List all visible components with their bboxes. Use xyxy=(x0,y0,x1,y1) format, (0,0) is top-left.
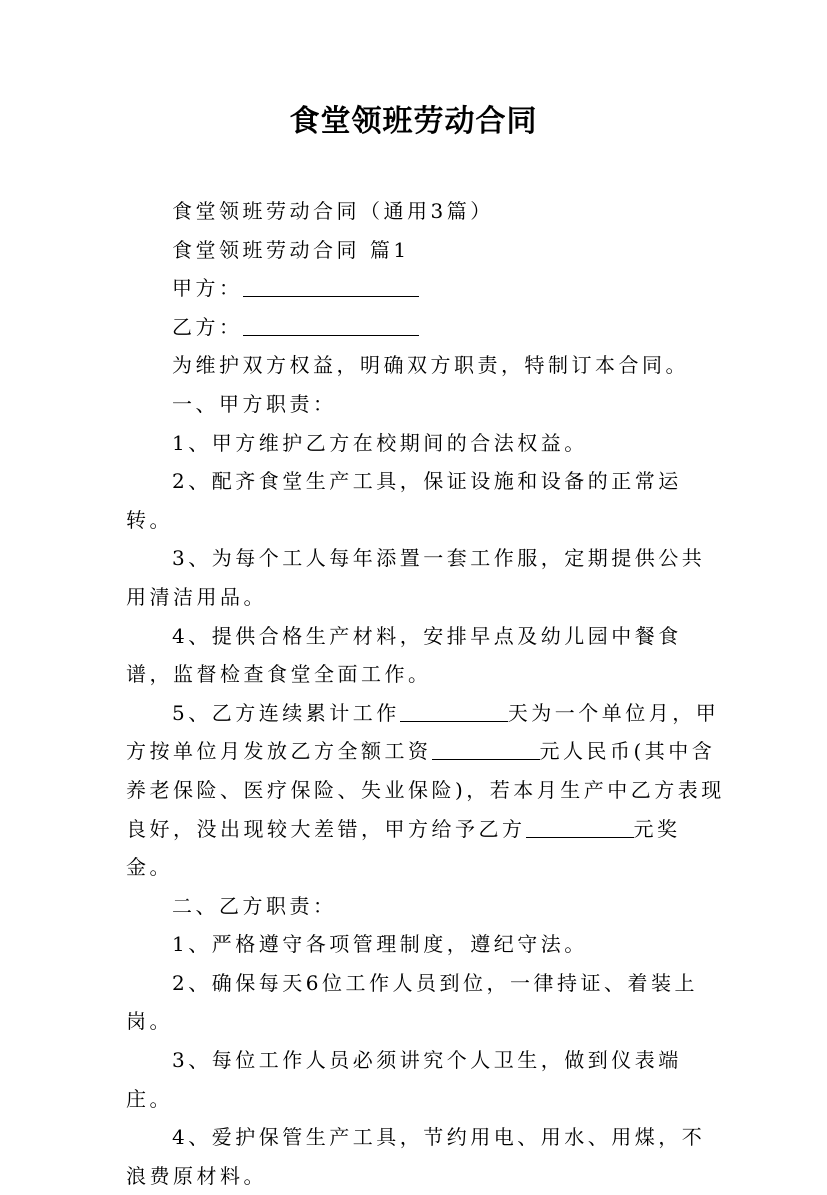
paragraph-a3: 3、为每个工人每年添置一套工作服，定期提供公共用清洁用品。 xyxy=(126,546,706,609)
party-b-line xyxy=(126,308,726,347)
party-a-label: 甲方： xyxy=(172,276,243,301)
salary-blank xyxy=(432,739,540,760)
clause5-part3: 元人民币(其中含养老保险、医疗保险、失业保险)，若本月生产中乙方表现良好，没出现较大差错，甲方给予乙方 xyxy=(126,739,725,841)
paragraph-b1: 1、严格遵守各项管理制度，遵纪守法。 xyxy=(172,932,588,957)
paragraph-section-b: 二、乙方职责： xyxy=(172,893,337,918)
document-body xyxy=(126,192,726,1195)
party-b-blank xyxy=(243,315,419,336)
bonus-blank xyxy=(526,817,634,838)
document-title: 食堂领班劳动合同 xyxy=(289,104,538,139)
paragraph-a4: 4、提供合格生产材料，安排早点及幼儿园中餐食谱，监督检查食堂全面工作。 xyxy=(126,623,682,687)
paragraph-a2: 2、配齐食堂生产工具，保证设施和设备的正常运转。 xyxy=(126,469,682,532)
clause5-part2: 天为一个单位月，甲方按单位月发放乙方全额工资 xyxy=(126,700,720,764)
paragraph-b4: 4、爱护保管生产工具，节约用电、用水、用煤，不浪费原材料。 xyxy=(126,1125,706,1188)
party-a-line xyxy=(126,269,726,308)
clause5-part1: 5、乙方连续累计工作 xyxy=(172,700,400,725)
paragraph-purpose: 为维护双方权益，明确双方职责，特制订本合同。 xyxy=(172,353,689,378)
paragraph-section-a: 一、甲方职责： xyxy=(172,391,337,416)
paragraph-heading: 食堂领班劳动合同（通用3篇） xyxy=(172,199,494,223)
party-b-label: 乙方： xyxy=(172,314,243,339)
work-days-blank xyxy=(400,701,508,722)
party-a-blank xyxy=(243,276,419,297)
paragraph-subheading: 食堂领班劳动合同 篇1 xyxy=(172,237,410,262)
paragraph-a5 xyxy=(126,694,726,887)
paragraph-a1: 1、甲方维护乙方在校期间的合法权益。 xyxy=(172,430,588,455)
clause5-part4: 元奖金。 xyxy=(126,816,681,880)
paragraph-b2: 2、确保每天6位工作人员到位，一律持证、着装上岗。 xyxy=(126,970,698,1034)
paragraph-b3: 3、每位工作人员必须讲究个人卫生，做到仪表端庄。 xyxy=(126,1048,682,1111)
